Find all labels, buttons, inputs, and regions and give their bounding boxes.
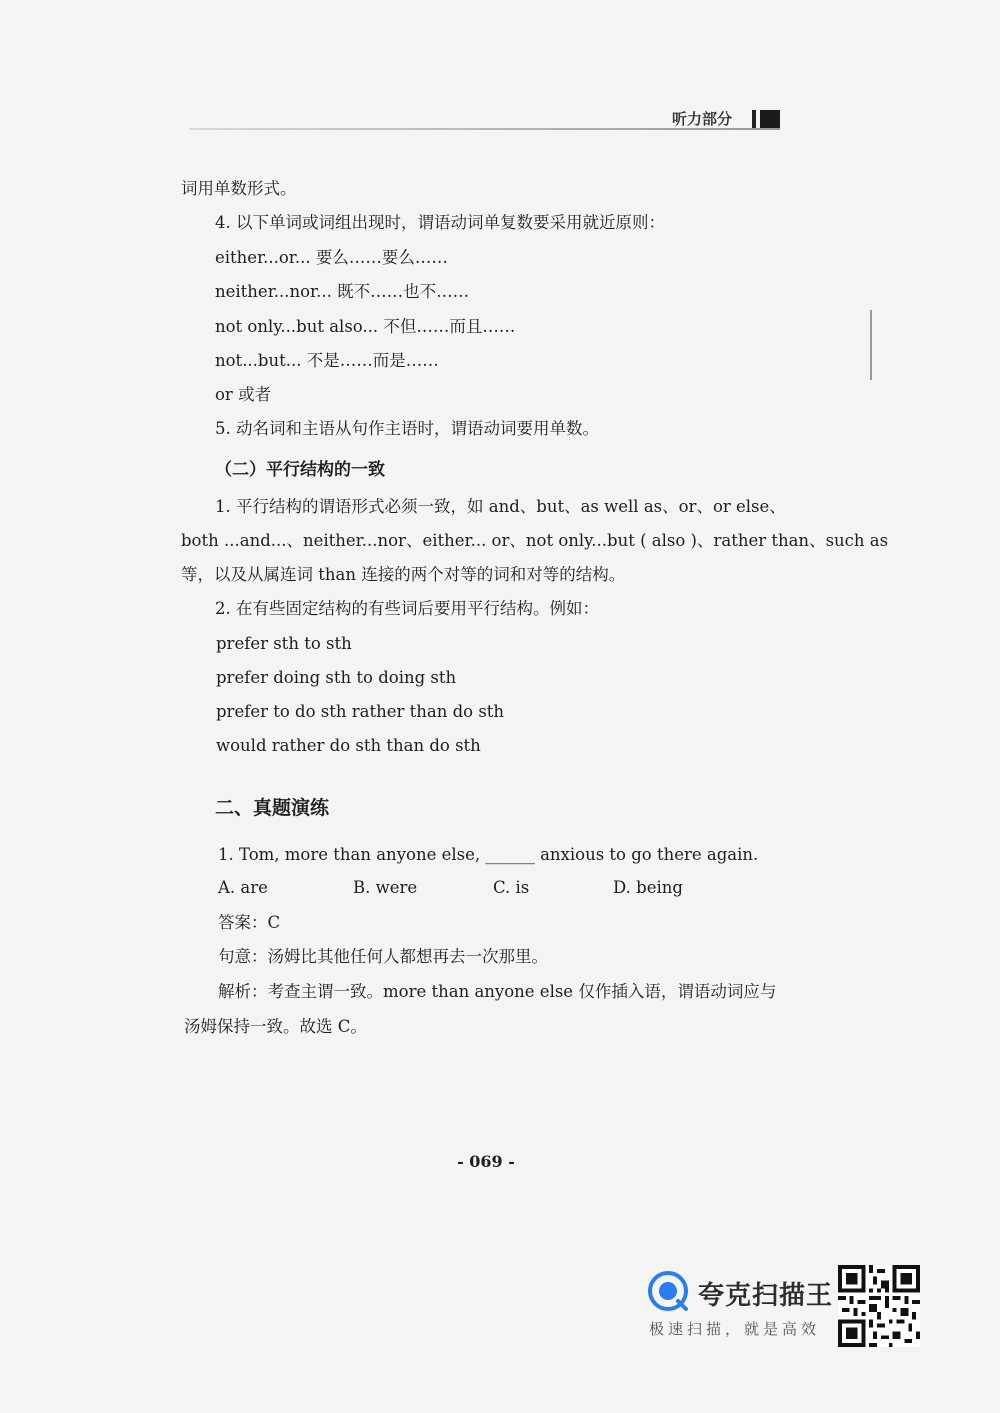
parallel-example: would rather do sth than do sth xyxy=(216,736,481,755)
margin-line xyxy=(870,310,872,380)
question-1: 1. Tom, more than anyone else, ______ anxious to go there again. xyxy=(218,845,759,864)
rule-4-item: not...but... 不是……而是…… xyxy=(215,351,439,370)
header-block-mark xyxy=(760,110,780,128)
parallel-rule-2: 2. 在有些固定结构的有些词后要用平行结构。例如： xyxy=(215,599,599,618)
qr-code-icon xyxy=(838,1265,920,1347)
answer-line: 答案：C xyxy=(218,913,281,932)
continued-line: 词用单数形式。 xyxy=(181,179,297,198)
rule-4-title: 4. 以下单词或词组出现时，谓语动词单复数要采用就近原则： xyxy=(215,213,665,232)
parallel-example: prefer to do sth rather than do sth xyxy=(216,702,505,721)
section-heading-practice: 二、真题演练 xyxy=(215,797,330,819)
parallel-rule-1-line-3: 等，以及从属连词 than 连接的两个对等的词和对等的结构。 xyxy=(181,565,626,584)
option-d: D. being xyxy=(613,878,683,897)
rule-4-item: or 或者 xyxy=(215,385,272,404)
parallel-rule-1-line-2: both ...and...、neither...nor、either... or、not only...but ( also )、rather than、such as xyxy=(181,531,889,550)
parallel-example: prefer sth to sth xyxy=(216,634,352,653)
meaning-line: 句意：汤姆比其他任何人都想再去一次那里。 xyxy=(218,947,548,966)
parallel-example: prefer doing sth to doing sth xyxy=(216,668,457,687)
option-b: B. were xyxy=(353,878,418,897)
rule-4-item: either...or... 要么……要么…… xyxy=(215,248,448,267)
watermark-tagline: 极速扫描，就是高效 xyxy=(649,1320,821,1338)
analysis-line-2: 汤姆保持一致。故选 C。 xyxy=(184,1017,367,1036)
rule-4-item: not only...but also... 不但……而且…… xyxy=(215,317,516,336)
rule-4-item: neither...nor... 既不……也不…… xyxy=(215,282,470,301)
rule-5: 5. 动名词和主语从句作主语时，谓语动词要用单数。 xyxy=(215,419,599,438)
header-section-label: 听力部分 xyxy=(671,110,732,128)
page-number: - 069 - xyxy=(457,1152,515,1171)
option-a: A. are xyxy=(218,878,268,897)
analysis-line-1: 解析：考查主谓一致。more than anyone else 仅作插入语，谓语动词应与 xyxy=(218,982,777,1001)
header-bar-mark xyxy=(752,110,756,128)
sub-heading-parallel: （二）平行结构的一致 xyxy=(215,460,385,480)
quark-logo-icon xyxy=(648,1271,688,1311)
parallel-rule-1-line-1: 1. 平行结构的谓语形式必须一致，如 and、but、as well as、or、or else、 xyxy=(215,497,786,516)
watermark-app-name: 夸克扫描王 xyxy=(698,1281,834,1311)
option-c: C. is xyxy=(493,878,530,897)
